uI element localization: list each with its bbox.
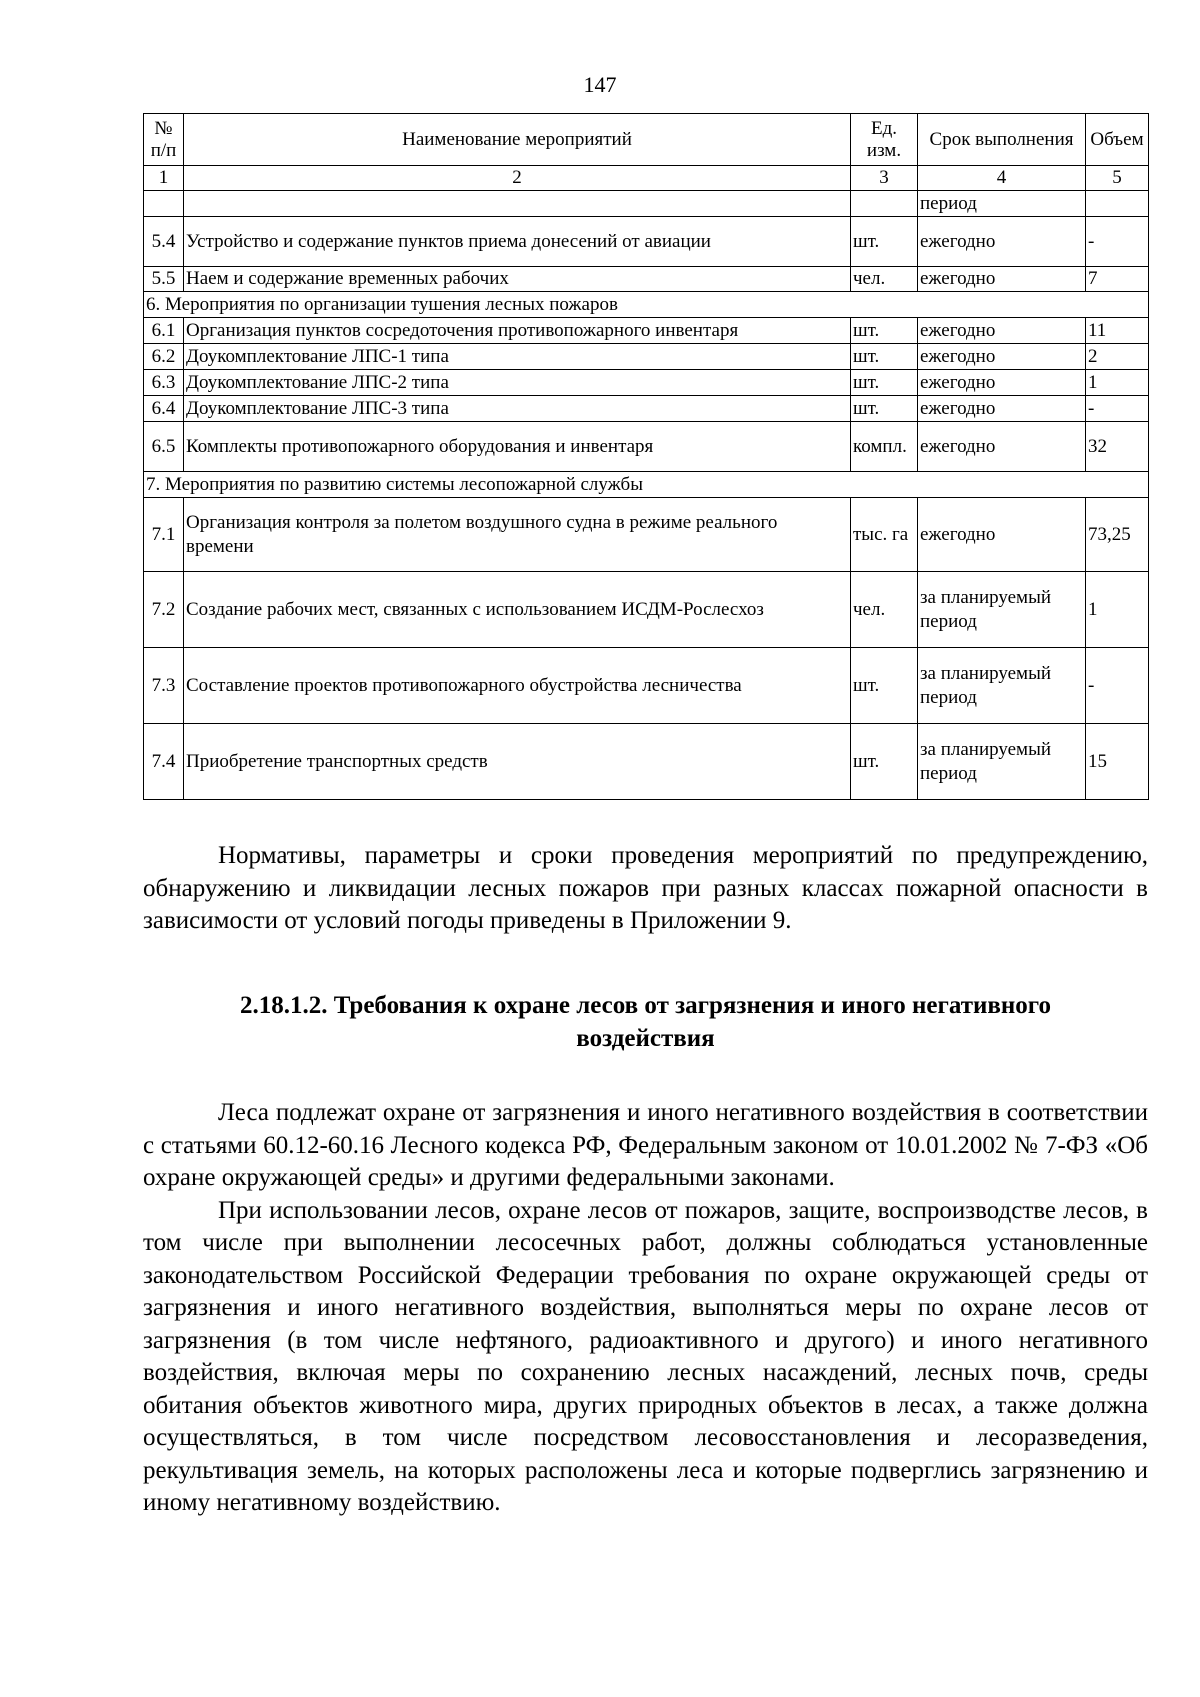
row-unit: шт. (851, 370, 918, 396)
row-unit: шт. (851, 344, 918, 370)
row-name: Составление проектов противопожарного обустройства лесничества (184, 648, 851, 724)
row-volume: 73,25 (1086, 498, 1149, 572)
heading-line: воздействия (576, 1024, 715, 1052)
paragraph-text: Нормативы, параметры и сроки проведения мероприятий по предупреждению, обнаружению и ликвидации лесных пожаров при разных классах пожарной опасности в зависимости от условий погоды приведены в Приложении 9. (143, 842, 1148, 934)
row-unit (851, 191, 918, 217)
section-heading (143, 990, 1148, 1055)
row-unit: шт. (851, 724, 918, 800)
row-num: 7.4 (144, 724, 184, 800)
row-name: Организация контроля за полетом воздушного судна в режиме реального времени (184, 498, 851, 572)
row-unit: чел. (851, 572, 918, 648)
table-row (144, 370, 1149, 396)
col-number: 2 (184, 166, 851, 191)
table-row (144, 344, 1149, 370)
row-name: Наем и содержание временных рабочих (184, 267, 851, 292)
row-name: Доукомплектование ЛПС-3 типа (184, 396, 851, 422)
row-num: 6.3 (144, 370, 184, 396)
section-row (144, 472, 1149, 498)
row-unit: шт. (851, 318, 918, 344)
row-name: Устройство и содержание пунктов приема донесений от авиации (184, 217, 851, 267)
table-body (144, 191, 1149, 800)
row-name: Доукомплектование ЛПС-2 типа (184, 370, 851, 396)
header-unit: Ед. изм. (851, 114, 918, 166)
row-num: 6.5 (144, 422, 184, 472)
row-term: ежегодно (918, 217, 1086, 267)
row-name (184, 191, 851, 217)
table-row (144, 396, 1149, 422)
table-row (144, 217, 1149, 267)
row-volume: 11 (1086, 318, 1149, 344)
row-unit: компл. (851, 422, 918, 472)
row-unit: шт. (851, 217, 918, 267)
col-number: 4 (918, 166, 1086, 191)
row-num: 7.1 (144, 498, 184, 572)
paragraph-text: Леса подлежат охране от загрязнения и иного негативного воздействия в соответствии с статьями 60.12-60.16 Лесного кодекса РФ, Федеральным законом от 10.01.2002 № 7-ФЗ «Об охране окружающей среды» и другими федеральными законами. (143, 1099, 1148, 1191)
row-term: ежегодно (918, 370, 1086, 396)
header-term: Срок выполнения (918, 114, 1086, 166)
row-name: Приобретение транспортных средств (184, 724, 851, 800)
header-num: № п/п (144, 114, 184, 166)
section-row (144, 292, 1149, 318)
table-row (144, 498, 1149, 572)
heading-line: 2.18.1.2. Требования к охране лесов от загрязнения и иного негативного (239, 992, 1052, 1019)
row-volume (1086, 191, 1149, 217)
header-row (144, 114, 1149, 166)
table-row (144, 191, 1149, 217)
row-volume: 7 (1086, 267, 1149, 292)
section-title: 7. Мероприятия по развитию системы лесопожарной службы (144, 472, 1149, 498)
table-header (144, 114, 1149, 191)
row-term: за планируемый период (918, 648, 1086, 724)
row-term: за планируемый период (918, 724, 1086, 800)
header-volume: Объем (1086, 114, 1149, 166)
row-term: за планируемый период (918, 572, 1086, 648)
row-volume: - (1086, 396, 1149, 422)
row-volume: 1 (1086, 370, 1149, 396)
row-name: Создание рабочих мест, связанных с использованием ИСДМ-Рослесхоз (184, 572, 851, 648)
table-row (144, 422, 1149, 472)
row-num: 6.4 (144, 396, 184, 422)
paragraph-laws (143, 1097, 1148, 1520)
row-volume: - (1086, 648, 1149, 724)
row-name: Комплекты противопожарного оборудования и инвентаря (184, 422, 851, 472)
row-unit: шт. (851, 648, 918, 724)
row-name: Доукомплектование ЛПС-1 типа (184, 344, 851, 370)
row-name: Организация пунктов сосредоточения противопожарного инвентаря (184, 318, 851, 344)
row-term: ежегодно (918, 396, 1086, 422)
row-unit: шт. (851, 396, 918, 422)
row-term: ежегодно (918, 267, 1086, 292)
row-unit: чел. (851, 267, 918, 292)
row-num: 7.3 (144, 648, 184, 724)
section-title: 6. Мероприятия по организации тушения лесных пожаров (144, 292, 1149, 318)
col-number: 1 (144, 166, 184, 191)
col-number: 5 (1086, 166, 1149, 191)
row-num: 6.2 (144, 344, 184, 370)
row-term: период (918, 191, 1086, 217)
row-num: 5.4 (144, 217, 184, 267)
table-row (144, 572, 1149, 648)
table-row (144, 318, 1149, 344)
row-num (144, 191, 184, 217)
row-num: 5.5 (144, 267, 184, 292)
table-row (144, 267, 1149, 292)
measures-table (143, 113, 1149, 800)
paragraph-standards (143, 840, 1148, 938)
paragraph-text: При использовании лесов, охране лесов от пожаров, защите, воспроизводстве лесов, в том числе при выполнении лесосечных работ, должны соблюдаться установленные законодательством Российской Федерации требования по охране окружающей среды от загрязнения и иного негативного воздействия, выполняться меры по охране лесов от загрязнения (в том числе нефтяного, радиоактивного и другого) и иного негативного воздействия, включая меры по сохранению лесных насаждений, лесных почв, среды обитания объектов животного мира, других природных объектов в лесах, а также должна осуществляться, в том числе посредством лесовосстановления и лесоразведения, рекультивация земель, на которых расположены леса и которые подверглись загрязнению и иному негативному воздействию. (143, 1196, 1148, 1516)
row-volume: 2 (1086, 344, 1149, 370)
row-num: 7.2 (144, 572, 184, 648)
row-term: ежегодно (918, 498, 1086, 572)
table-row (144, 724, 1149, 800)
row-term: ежегодно (918, 318, 1086, 344)
row-volume: 15 (1086, 724, 1149, 800)
page-number: 147 (583, 72, 617, 97)
header-name: Наименование мероприятий (184, 114, 851, 166)
table-row (144, 648, 1149, 724)
row-term: ежегодно (918, 422, 1086, 472)
col-number: 3 (851, 166, 918, 191)
row-num: 6.1 (144, 318, 184, 344)
column-numbers-row (144, 166, 1149, 191)
row-volume: 1 (1086, 572, 1149, 648)
row-volume: 32 (1086, 422, 1149, 472)
row-unit: тыс. га (851, 498, 918, 572)
row-term: ежегодно (918, 344, 1086, 370)
row-volume: - (1086, 217, 1149, 267)
